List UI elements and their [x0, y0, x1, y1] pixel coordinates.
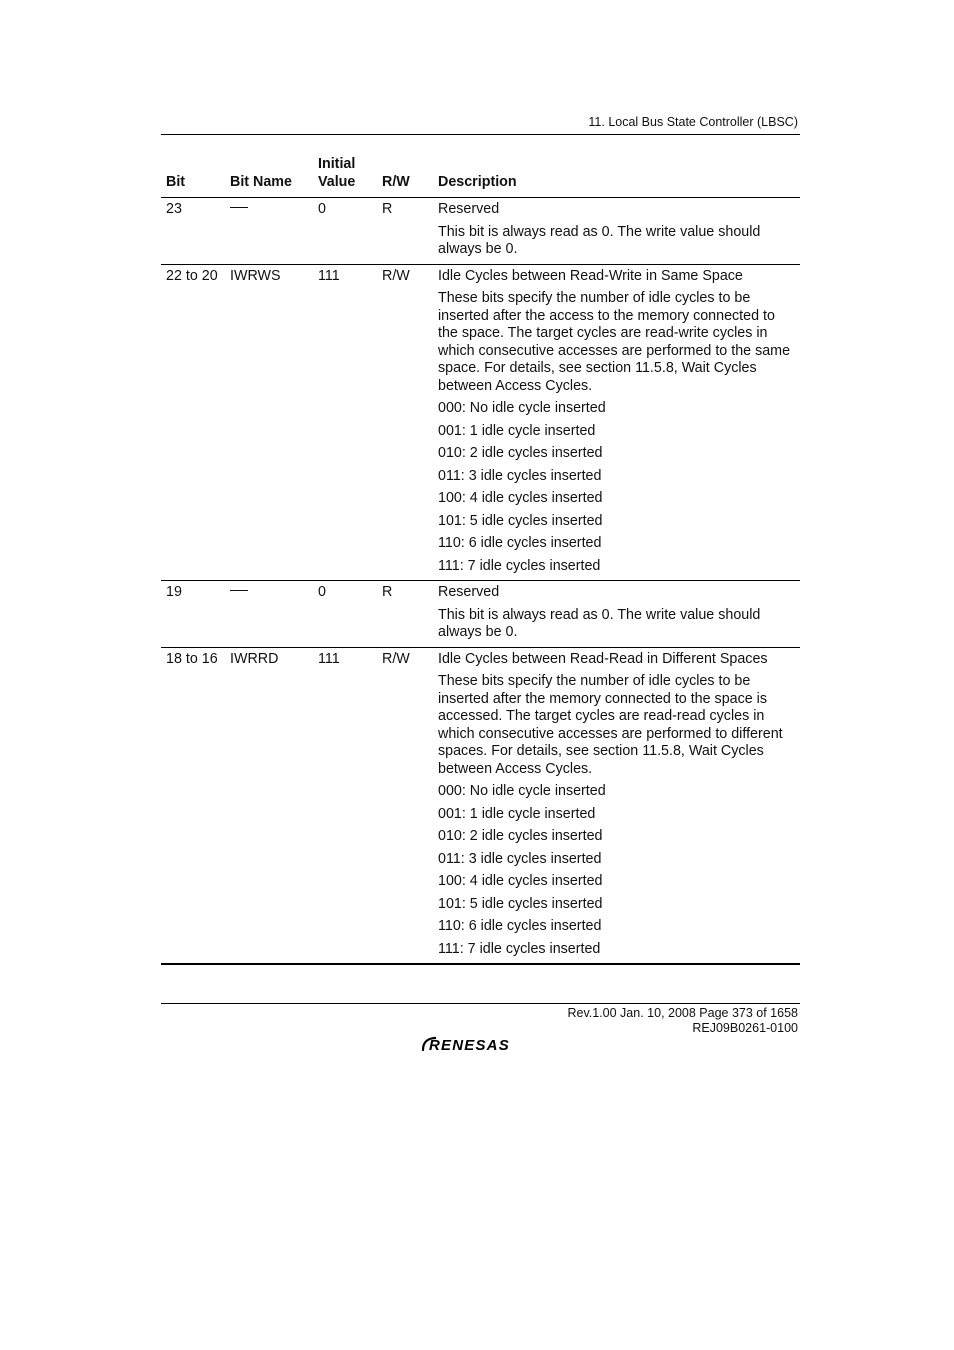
option-item: 111: 7 idle cycles inserted: [438, 940, 601, 957]
cell-description: [433, 264, 800, 581]
description-text: This bit is always read as 0. The write value should always be 0.: [438, 223, 761, 257]
table-row: [161, 198, 800, 265]
cell-rw: R/W: [382, 650, 410, 667]
cell-bit-name: [225, 581, 313, 648]
option-item: 110: 6 idle cycles inserted: [438, 918, 602, 934]
cell-initial-value: 0: [318, 584, 326, 600]
option-item: 110: 6 idle cycles inserted: [438, 535, 602, 551]
cell-bit-name: IWRWS: [230, 267, 281, 284]
description-title: Idle Cycles between Read-Write in Same Space: [438, 267, 743, 284]
footer-revision-line: Rev.1.00 Jan. 10, 2008 Page 373 of 1658: [567, 1006, 798, 1020]
footer-revision-info: [567, 1006, 798, 1035]
initial-label-line1: Initial: [318, 156, 356, 172]
description-text: These bits specify the number of idle cycles to be inserted after the access to the memory connected to the space. The target cycles are read-write cycles in which consecutive accesses are performed to the same space. For details, see section 11.5.8, Wait Cycles between Access Cycles.: [438, 290, 791, 394]
cell-bit: 18 to 16: [166, 650, 218, 667]
cell-bit-name: [225, 198, 313, 265]
column-header-initial-value: [313, 148, 377, 198]
option-item: 011: 3 idle cycles inserted: [438, 467, 602, 484]
svg-text:RENESAS: RENESAS: [429, 1037, 510, 1054]
option-item: 111: 7 idle cycles inserted: [438, 557, 601, 574]
cell-rw: R: [382, 201, 393, 217]
cell-rw: R/W: [382, 267, 410, 284]
footer-document-number: REJ09B0261-0100: [692, 1020, 798, 1035]
cell-bit-name: IWRRD: [230, 650, 279, 667]
description-title: Reserved: [438, 584, 500, 600]
cell-description: [433, 198, 800, 265]
description-title: Reserved: [438, 201, 500, 217]
option-item: 010: 2 idle cycles inserted: [438, 828, 603, 844]
cell-rw: R: [382, 584, 393, 600]
cell-description: [433, 581, 800, 648]
option-item: 101: 5 idle cycles inserted: [438, 512, 603, 529]
table-row: [161, 647, 800, 964]
description-text: This bit is always read as 0. The write value should always be 0.: [438, 606, 761, 640]
em-dash-mark: [230, 590, 248, 591]
em-dash-mark: [230, 207, 248, 208]
option-item: 010: 2 idle cycles inserted: [438, 445, 603, 461]
cell-bit: 22 to 20: [166, 267, 218, 284]
initial-label-line2: Value: [318, 173, 356, 190]
running-header: 11. Local Bus State Controller (LBSC): [588, 115, 798, 129]
option-item: 000: No idle cycle inserted: [438, 783, 606, 799]
column-header-bit-name: Bit Name: [225, 148, 313, 198]
column-header-description: Description: [433, 148, 800, 198]
option-item: 001: 1 idle cycle inserted: [438, 805, 596, 822]
option-item: 100: 4 idle cycles inserted: [438, 490, 603, 506]
description-title: Idle Cycles between Read-Read in Different Spaces: [438, 650, 768, 667]
cell-initial-value: 0: [318, 201, 326, 217]
description-text: These bits specify the number of idle cycles to be inserted after the memory connected to the space is accessed. The target cycles are read-read cycles in which consecutive accesses are performed to different spaces. For details, see section 11.5.8, Wait Cycles between Access Cycles.: [438, 673, 783, 777]
cell-initial-value: 111: [318, 650, 340, 667]
cell-initial-value: 111: [318, 267, 340, 284]
column-header-rw: R/W: [377, 148, 433, 198]
table-row: [161, 581, 800, 648]
cell-description: [433, 647, 800, 964]
table-row: [161, 264, 800, 581]
table-header-row: [161, 148, 800, 198]
option-item: 101: 5 idle cycles inserted: [438, 895, 603, 912]
option-item: 000: No idle cycle inserted: [438, 400, 606, 416]
header-rule: [161, 134, 800, 135]
register-bit-table: [161, 148, 800, 965]
renesas-logo: [421, 1033, 541, 1055]
column-header-bit: Bit: [161, 148, 225, 198]
cell-bit: 23: [166, 201, 182, 217]
cell-bit: 19: [166, 584, 182, 600]
footer-rule: [161, 1003, 800, 1004]
option-item: 100: 4 idle cycles inserted: [438, 873, 603, 889]
option-item: 001: 1 idle cycle inserted: [438, 422, 596, 439]
option-item: 011: 3 idle cycles inserted: [438, 850, 602, 867]
